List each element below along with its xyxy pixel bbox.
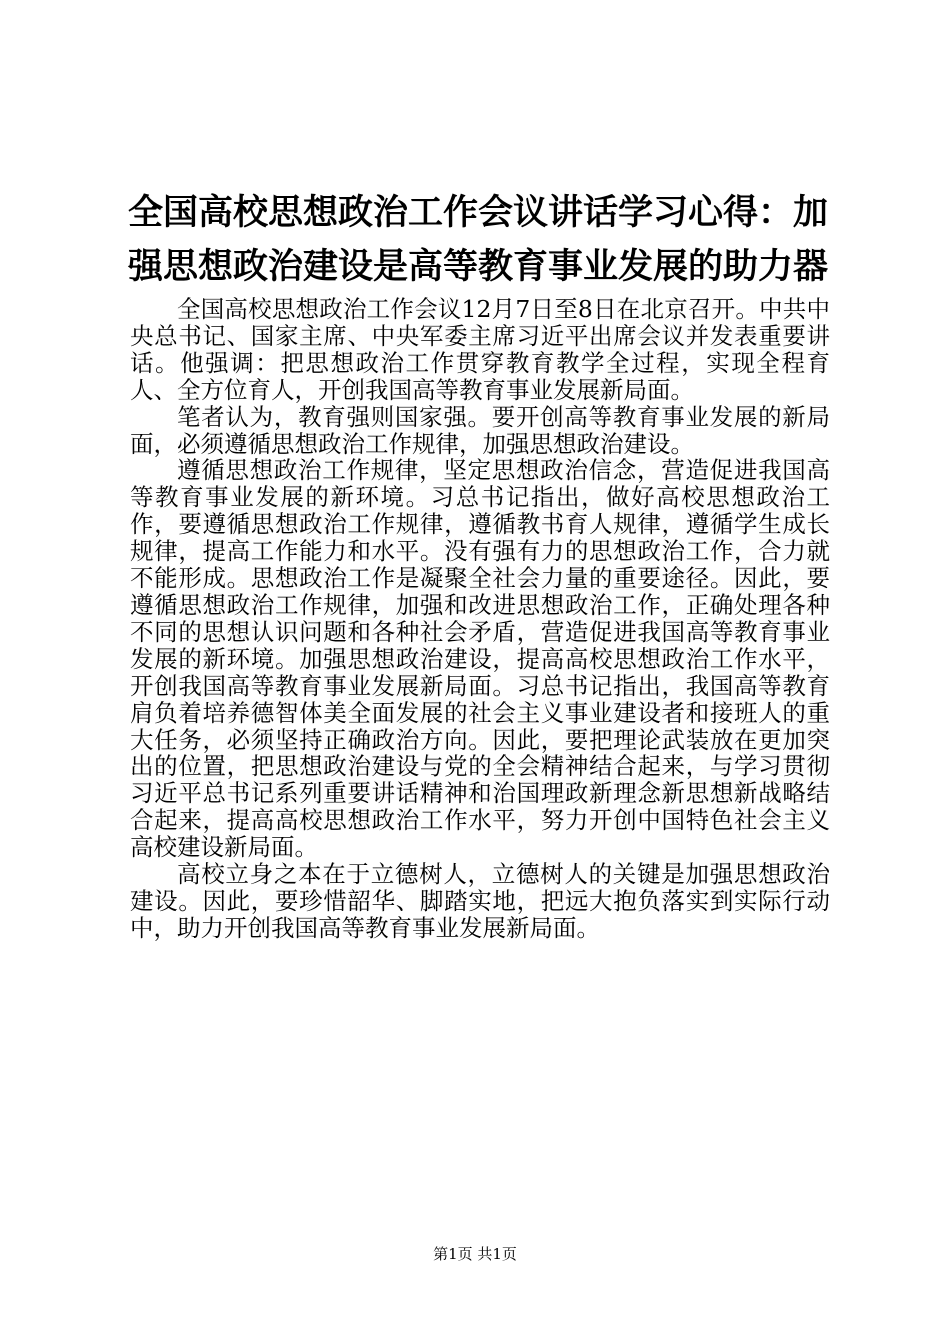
paragraph-3: 遵循思想政治工作规律，坚定思想政治信念，营造促进我国高等教育事业发展的新环境。习总书记指出，做好高校思想政治工作，要遵循思想政治工作规律，遵循教书育人规律，遵循学生成长规律，提高工作能力和水平。没有强有力的思想政治工作，合力就不能形成。思想政治工作是凝聚全社会力量的重要途径。因此，要遵循思想政治工作规律，加强和改进思想政治工作，正确处理各种不同的思想认识问题和各种社会矛盾，营造促进我国高等教育事业发展的新环境。加强思想政治建设，提高高校思想政治工作水平，开创我国高等教育事业发展新局面。习总书记指出，我国高等教育肩负着培养德智体美全面发展的社会主义事业建设者和接班人的重大任务，必须坚持正确政治方向。因此，要把理论武装放在更加突出的位置，把思想政治建设与党的全会精神结合起来，与学习贯彻习近平总书记系列重要讲话精神和治国理政新理念新思想新战略结合起来，提高高校思想政治工作水平，努力开创中国特色社会主义高校建设新局面。 [130, 456, 830, 862]
paragraph-4: 高校立身之本在于立德树人，立德树人的关键是加强思想政治建设。因此，要珍惜韶华、脚踏实地，把远大抱负落实到实际行动中，助力开创我国高等教育事业发展新局面。 [130, 860, 830, 942]
document-body [130, 296, 830, 942]
paragraph-1: 全国高校思想政治工作会议12月7日至8日在北京召开。中共中央总书记、国家主席、中央军委主席习近平出席会议并发表重要讲话。他强调：把思想政治工作贯穿教育教学全过程，实现全程育人、全方位育人，开创我国高等教育事业发展新局面。 [130, 295, 830, 404]
paragraph-2: 笔者认为，教育强则国家强。要开创高等教育事业发展的新局面，必须遵循思想政治工作规律，加强思想政治建设。 [130, 402, 830, 458]
document-title: 全国高校思想政治工作会议讲话学习心得：加强思想政治建设是高等教育事业发展的助力器 [128, 193, 829, 287]
page-footer: 第1页 共1页 [433, 1245, 517, 1263]
